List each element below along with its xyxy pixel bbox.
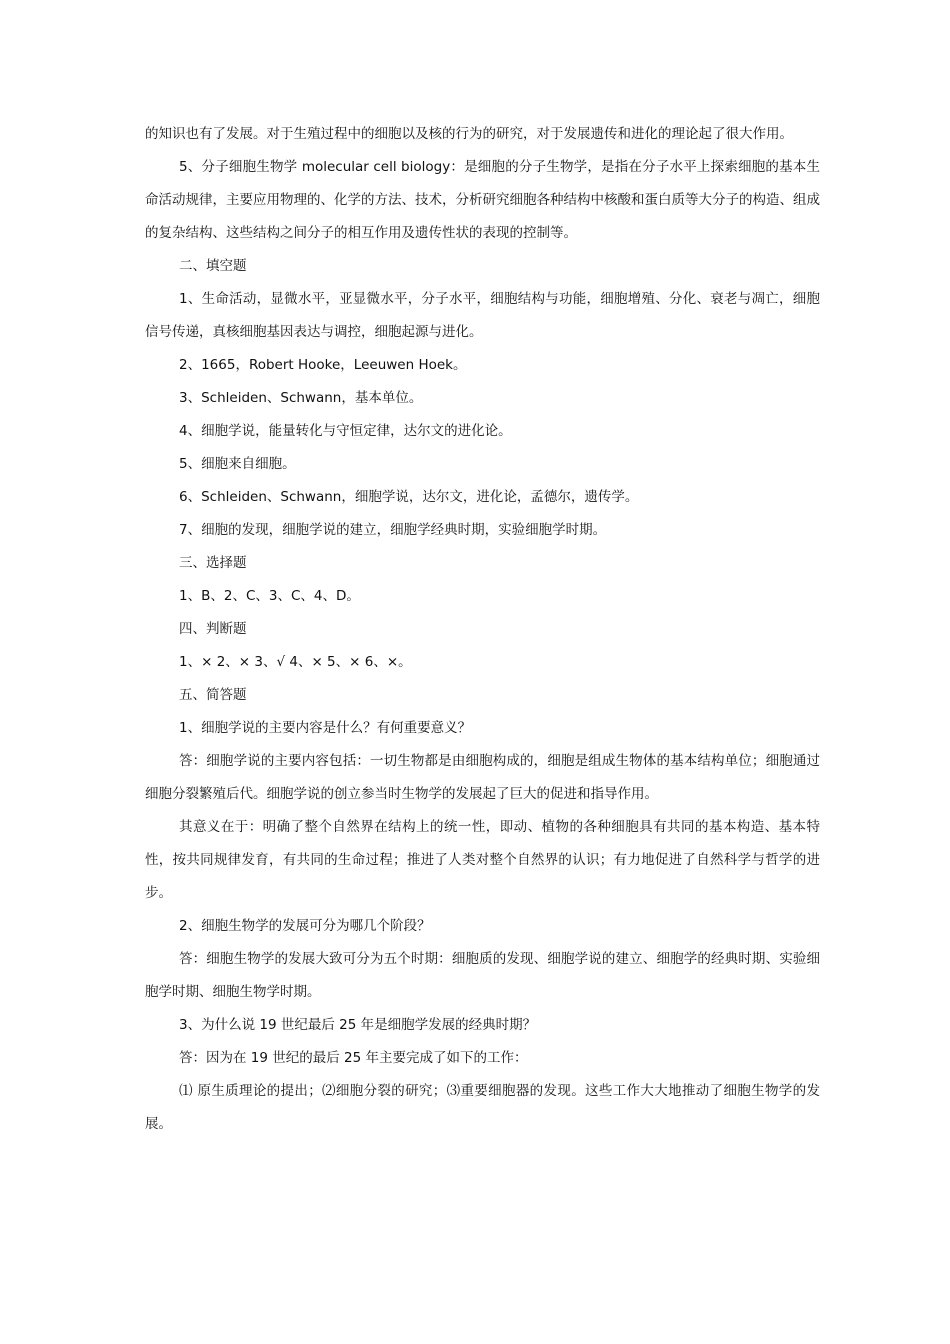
section-heading-short-answer: 五、简答题 bbox=[179, 687, 247, 703]
section-heading-multiple-choice: 三、选择题 bbox=[179, 555, 247, 571]
document-body bbox=[145, 118, 820, 1141]
answer-item: 1、B、2、C、3、C、4、D。 bbox=[179, 588, 360, 604]
question-item: 1、细胞学说的主要内容是什么？有何重要意义？ bbox=[179, 720, 472, 736]
question-item: 3、为什么说 19 世纪最后 25 年是细胞学发展的经典时期？ bbox=[179, 1017, 537, 1033]
paragraph-continuation: 的知识也有了发展。对于生殖过程中的细胞以及核的行为的研究，对于发展遗传和进化的理论起了很大作用。 bbox=[145, 126, 793, 142]
answer-paragraph: 答：细胞生物学的发展大致可分为五个时期：细胞质的发现、细胞学说的建立、细胞学的经典时期、实验细胞学时期、细胞生物学时期。 bbox=[145, 951, 820, 1000]
answer-item: 2、1665，Robert Hooke，Leeuwen Hoek。 bbox=[179, 357, 467, 373]
answer-paragraph: 其意义在于：明确了整个自然界在结构上的统一性，即动、植物的各种细胞具有共同的基本构造、基本特性，按共同规律发育，有共同的生命过程；推进了人类对整个自然界的认识；有力地促进了自然科学与哲学的进步。 bbox=[145, 819, 820, 901]
answer-item: 7、细胞的发现，细胞学说的建立，细胞学经典时期，实验细胞学时期。 bbox=[179, 522, 607, 538]
answer-item: 5、细胞来自细胞。 bbox=[179, 456, 296, 472]
definition-molecular-cell-biology: 5、分子细胞生物学 molecular cell biology：是细胞的分子生物学，是指在分子水平上探索细胞的基本生命活动规律，主要应用物理的、化学的方法、技术，分析研究细胞各种结构中核酸和蛋白质等大分子的构造、组成的复杂结构、这些结构之间分子的相互作用及遗传性状的表现的控制等。 bbox=[145, 159, 820, 241]
answer-item: 1、× 2、× 3、√ 4、× 5、× 6、×。 bbox=[179, 654, 412, 670]
question-item: 2、细胞生物学的发展可分为哪几个阶段？ bbox=[179, 918, 431, 934]
section-heading-true-false: 四、判断题 bbox=[179, 621, 247, 637]
answer-paragraph: ⑴ 原生质理论的提出；⑵细胞分裂的研究；⑶重要细胞器的发现。这些工作大大地推动了细胞生物学的发展。 bbox=[145, 1083, 820, 1132]
answer-item: 6、Schleiden、Schwann，细胞学说，达尔文，进化论，孟德尔，遗传学。 bbox=[179, 489, 639, 505]
section-heading-fill-in-blank: 二、填空题 bbox=[179, 258, 247, 274]
answer-paragraph: 答：因为在 19 世纪的最后 25 年主要完成了如下的工作： bbox=[179, 1050, 528, 1066]
answer-item: 4、细胞学说，能量转化与守恒定律，达尔文的进化论。 bbox=[179, 423, 512, 439]
answer-paragraph: 答：细胞学说的主要内容包括：一切生物都是由细胞构成的，细胞是组成生物体的基本结构单位；细胞通过细胞分裂繁殖后代。细胞学说的创立参当时生物学的发展起了巨大的促进和指导作用。 bbox=[145, 753, 820, 802]
answer-item: 3、Schleiden、Schwann，基本单位。 bbox=[179, 390, 423, 406]
answer-item: 1、生命活动，显微水平，亚显微水平，分子水平，细胞结构与功能，细胞增殖、分化、衰老与凋亡，细胞信号传递，真核细胞基因表达与调控，细胞起源与进化。 bbox=[145, 291, 820, 340]
